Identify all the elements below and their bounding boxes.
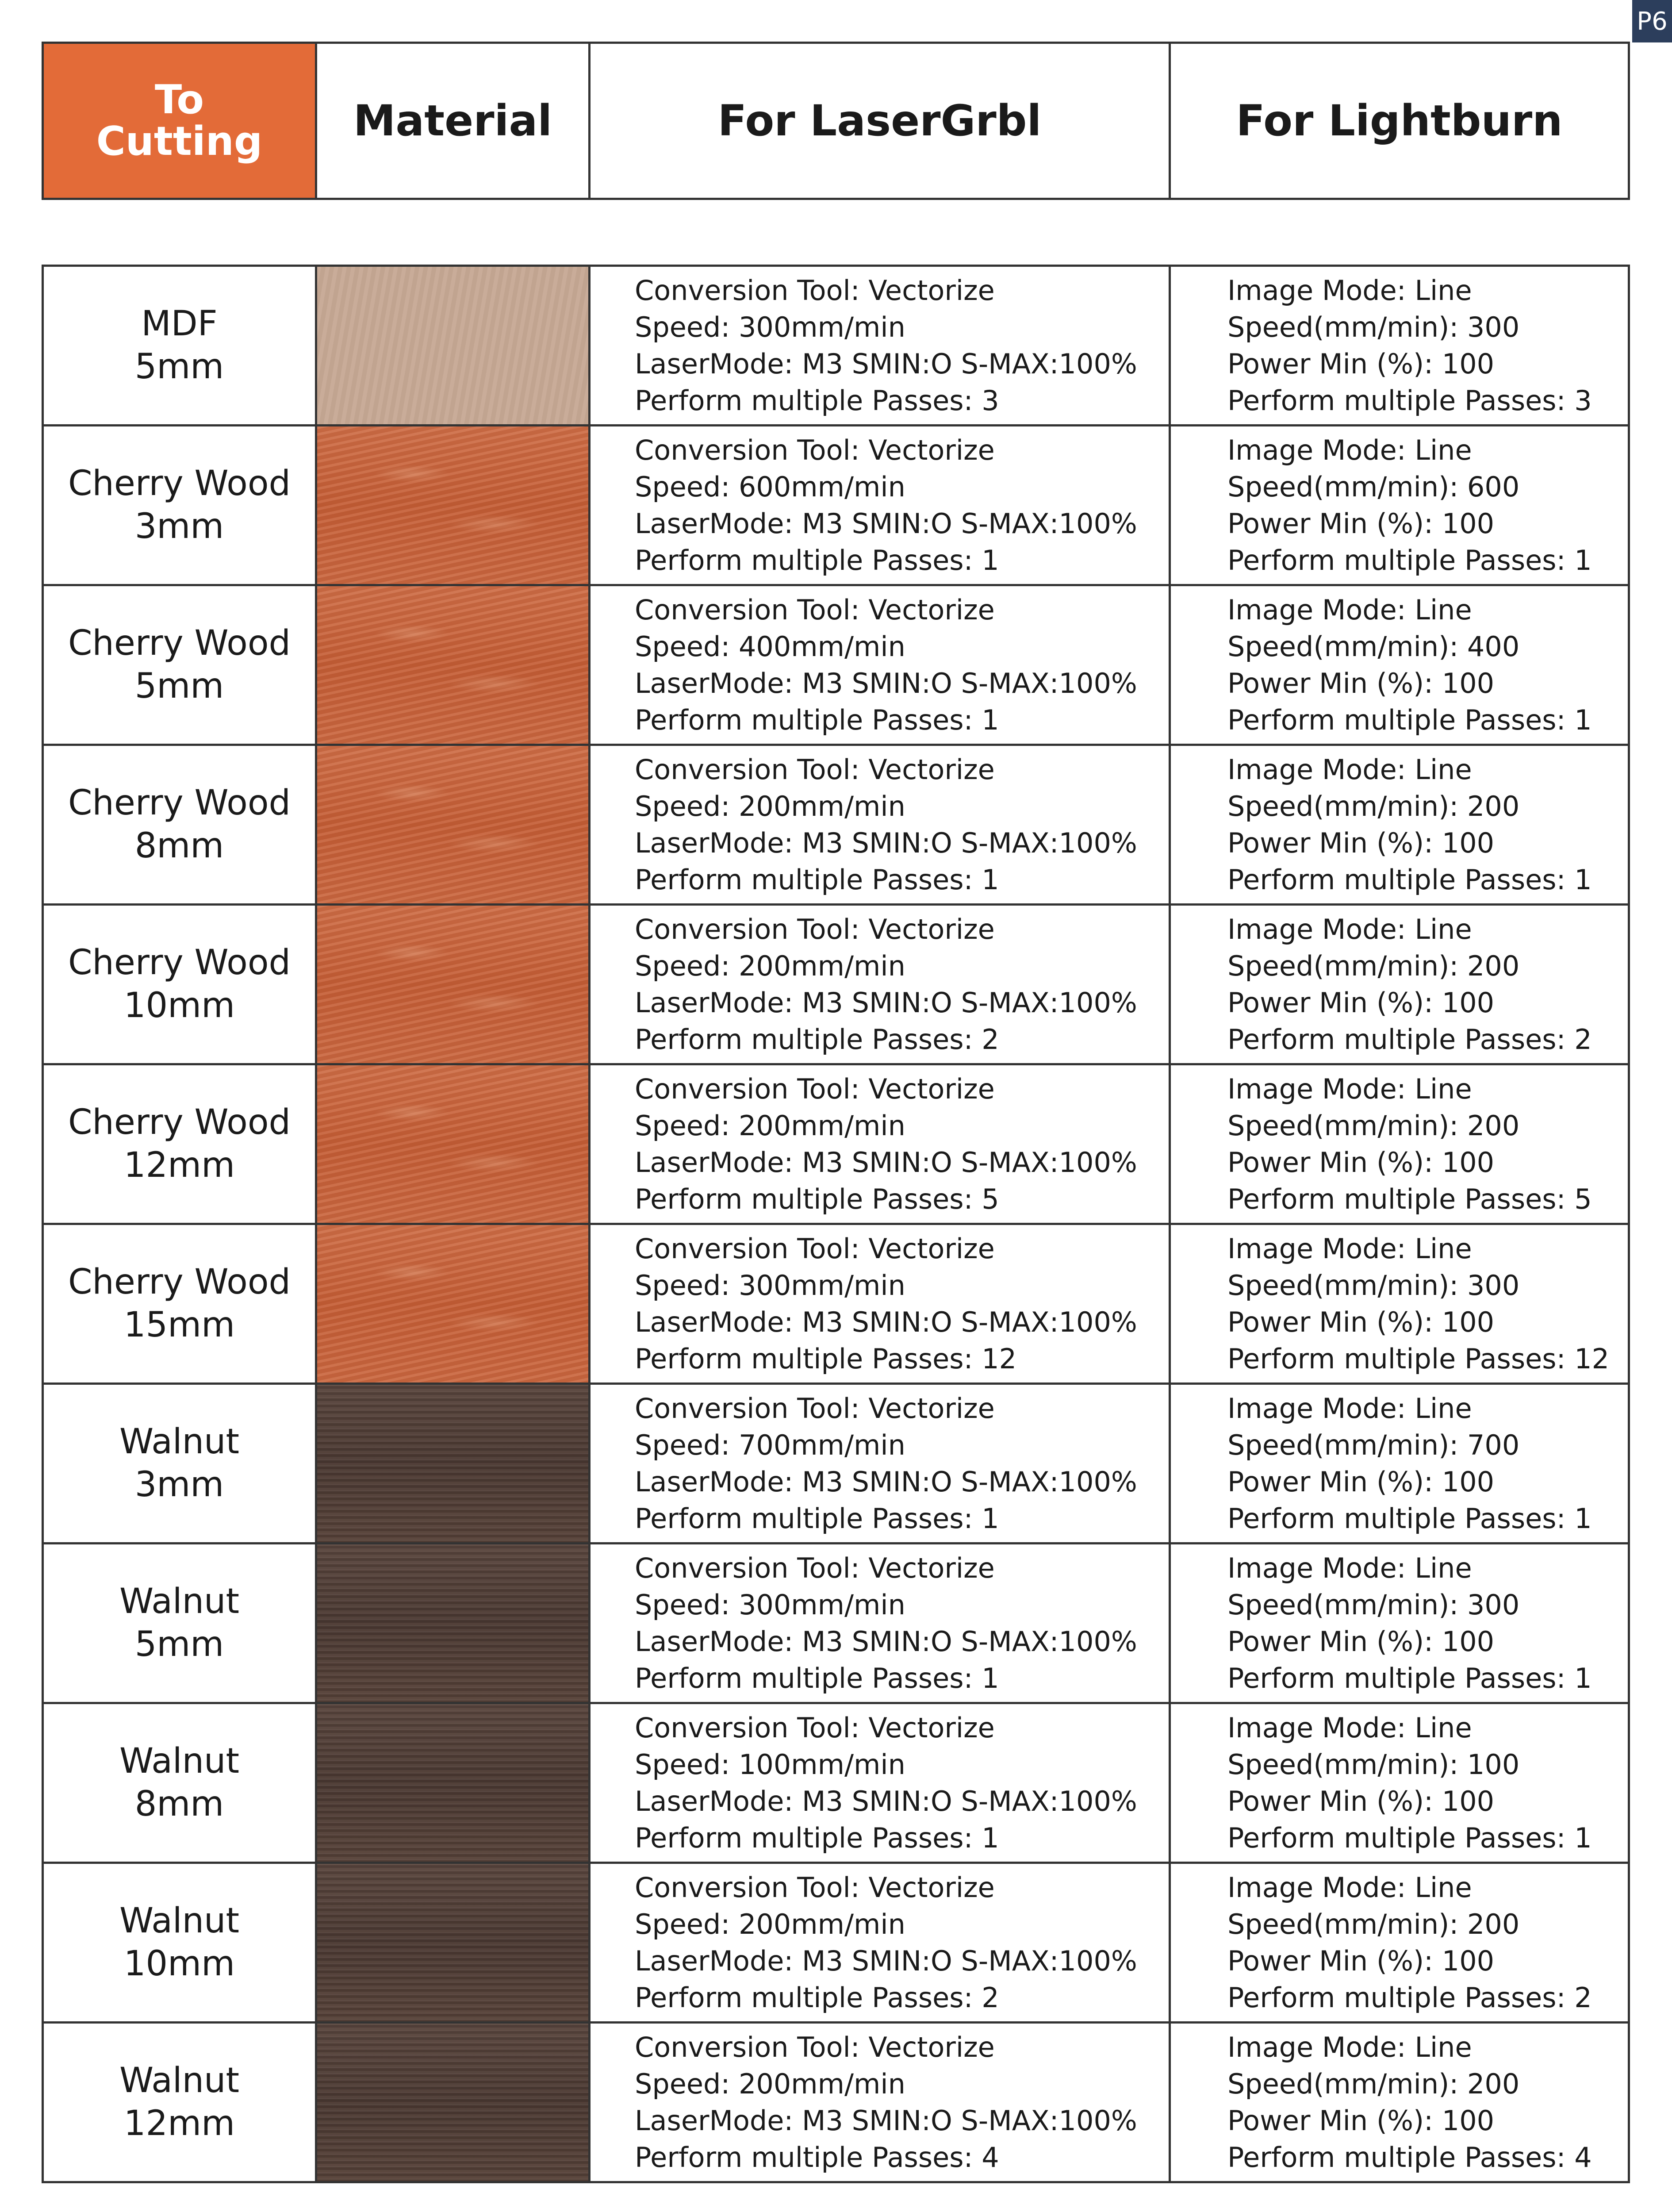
material-swatch-cell [316, 1544, 590, 1703]
header-to-cutting-line-2: Cutting [96, 118, 263, 165]
cutting-settings-table [42, 265, 1630, 2183]
lasergrbl-setting-line: Conversion Tool: Vectorize [635, 1233, 995, 1265]
material-name-cell [43, 1863, 316, 2023]
lasergrbl-settings-cell [590, 266, 1170, 426]
lasergrbl-settings-cell [590, 1064, 1170, 1224]
lasergrbl-setting-line: Conversion Tool: Vectorize [635, 274, 995, 307]
material-name-cell [43, 585, 316, 745]
lightburn-setting-line: Perform multiple Passes: 1 [1227, 704, 1592, 736]
lightburn-settings-cell [1170, 585, 1629, 745]
lasergrbl-setting-line: Perform multiple Passes: 2 [635, 1023, 999, 1056]
material-name-cell [43, 266, 316, 426]
lasergrbl-setting-line: LaserMode: M3 SMIN:O S-MAX:100% [635, 827, 1137, 859]
material-name-cell [43, 1544, 316, 1703]
material-thickness: 12mm [123, 2104, 235, 2143]
lasergrbl-settings-cell [590, 905, 1170, 1064]
lightburn-setting-line: Power Min (%): 100 [1227, 2104, 1495, 2137]
material-thickness: 8mm [134, 1784, 224, 1824]
lasergrbl-setting-line: LaserMode: M3 SMIN:O S-MAX:100% [635, 507, 1137, 540]
material-name: Walnut [119, 1421, 240, 1462]
lightburn-setting-line: Perform multiple Passes: 5 [1227, 1183, 1592, 1215]
lasergrbl-setting-line: Speed: 200mm/min [635, 790, 905, 822]
lightburn-setting-line: Image Mode: Line [1227, 1712, 1472, 1744]
lightburn-setting-line: Speed(mm/min): 200 [1227, 1908, 1520, 1940]
lightburn-setting-line: Power Min (%): 100 [1227, 348, 1495, 380]
material-thickness: 5mm [134, 666, 224, 706]
material-swatch-cell [316, 1703, 590, 1863]
table-row [43, 1863, 1629, 2023]
material-name: Cherry Wood [68, 623, 291, 663]
material-swatch-cell [316, 1224, 590, 1384]
lightburn-setting-line: Speed(mm/min): 300 [1227, 311, 1520, 343]
material-thickness: 5mm [134, 1624, 224, 1664]
material-swatch-cell [316, 266, 590, 426]
lasergrbl-setting-line: Conversion Tool: Vectorize [635, 1712, 995, 1744]
lightburn-setting-line: Speed(mm/min): 200 [1227, 950, 1520, 982]
lightburn-setting-line: Power Min (%): 100 [1227, 1785, 1495, 1817]
lasergrbl-setting-line: Conversion Tool: Vectorize [635, 1392, 995, 1425]
lightburn-setting-line: Perform multiple Passes: 1 [1227, 1502, 1592, 1535]
material-name: Cherry Wood [68, 783, 291, 823]
material-swatch-image [317, 746, 588, 903]
lightburn-settings-cell [1170, 1703, 1629, 1863]
lasergrbl-setting-line: Perform multiple Passes: 1 [635, 864, 999, 896]
material-thickness: 15mm [123, 1305, 235, 1345]
lightburn-setting-line: Speed(mm/min): 200 [1227, 2068, 1520, 2100]
lightburn-settings-cell [1170, 1384, 1629, 1544]
lasergrbl-setting-line: Speed: 600mm/min [635, 471, 905, 503]
material-swatch-image [317, 1864, 588, 2021]
lasergrbl-settings-cell [590, 426, 1170, 585]
lasergrbl-setting-line: Conversion Tool: Vectorize [635, 1871, 995, 1904]
lightburn-setting-line: Power Min (%): 100 [1227, 1306, 1495, 1338]
lightburn-setting-line: Power Min (%): 100 [1227, 827, 1495, 859]
material-name-cell [43, 2023, 316, 2182]
material-swatch-image [317, 1225, 588, 1382]
lightburn-setting-line: Power Min (%): 100 [1227, 1625, 1495, 1658]
material-name-cell [43, 426, 316, 585]
lightburn-setting-line: Image Mode: Line [1227, 274, 1472, 307]
lasergrbl-setting-line: LaserMode: M3 SMIN:O S-MAX:100% [635, 1785, 1137, 1817]
header-for-lasergrbl: For LaserGrbl [590, 43, 1170, 199]
header-material: Material [316, 43, 590, 199]
lightburn-setting-line: Power Min (%): 100 [1227, 987, 1495, 1019]
material-swatch-image [317, 586, 588, 744]
material-name: Walnut [119, 1581, 240, 1621]
material-name: Cherry Wood [68, 1262, 291, 1302]
material-name: Cherry Wood [68, 463, 291, 503]
material-name: Cherry Wood [68, 942, 291, 983]
material-name: MDF [141, 303, 218, 344]
lasergrbl-setting-line: Speed: 200mm/min [635, 1110, 905, 1142]
material-swatch-image [317, 1065, 588, 1223]
lasergrbl-setting-line: Perform multiple Passes: 1 [635, 704, 999, 736]
lasergrbl-settings-cell [590, 1544, 1170, 1703]
lightburn-setting-line: Power Min (%): 100 [1227, 1945, 1495, 1977]
header-for-lightburn: For Lightburn [1170, 43, 1629, 199]
lasergrbl-setting-line: Speed: 200mm/min [635, 1908, 905, 1940]
header-to-cutting [43, 43, 316, 199]
material-thickness: 10mm [123, 1944, 235, 1984]
lightburn-setting-line: Image Mode: Line [1227, 434, 1472, 466]
material-name: Cherry Wood [68, 1102, 291, 1142]
lasergrbl-setting-line: Conversion Tool: Vectorize [635, 753, 995, 786]
lasergrbl-setting-line: LaserMode: M3 SMIN:O S-MAX:100% [635, 1945, 1137, 1977]
lasergrbl-setting-line: Perform multiple Passes: 5 [635, 1183, 999, 1215]
lightburn-setting-line: Perform multiple Passes: 1 [1227, 1822, 1592, 1854]
lasergrbl-settings-cell [590, 2023, 1170, 2182]
lasergrbl-setting-line: LaserMode: M3 SMIN:O S-MAX:100% [635, 1625, 1137, 1658]
lightburn-setting-line: Power Min (%): 100 [1227, 1466, 1495, 1498]
lasergrbl-setting-line: Conversion Tool: Vectorize [635, 434, 995, 466]
material-thickness: 3mm [134, 507, 224, 546]
cutting-settings-rows [43, 266, 1629, 2182]
material-thickness: 10mm [123, 986, 235, 1025]
lasergrbl-setting-line: Perform multiple Passes: 1 [635, 1662, 999, 1694]
lightburn-setting-line: Perform multiple Passes: 4 [1227, 2141, 1592, 2174]
lightburn-setting-line: Image Mode: Line [1227, 913, 1472, 945]
lightburn-setting-line: Speed(mm/min): 600 [1227, 471, 1520, 503]
material-swatch-cell [316, 426, 590, 585]
table-row [43, 1064, 1629, 1224]
lightburn-setting-line: Image Mode: Line [1227, 1233, 1472, 1265]
material-thickness: 8mm [134, 826, 224, 866]
material-swatch-image [317, 1385, 588, 1542]
table-row [43, 905, 1629, 1064]
lightburn-settings-cell [1170, 1224, 1629, 1384]
lasergrbl-setting-line: Speed: 100mm/min [635, 1748, 905, 1781]
lasergrbl-setting-line: LaserMode: M3 SMIN:O S-MAX:100% [635, 1306, 1137, 1338]
table-row [43, 1544, 1629, 1703]
lasergrbl-settings-cell [590, 1384, 1170, 1544]
table-row [43, 426, 1629, 585]
lasergrbl-setting-line: Conversion Tool: Vectorize [635, 2031, 995, 2063]
material-name: Walnut [119, 1901, 240, 1941]
settings-header-table [42, 42, 1630, 200]
lightburn-setting-line: Image Mode: Line [1227, 594, 1472, 626]
lightburn-setting-line: Speed(mm/min): 200 [1227, 1110, 1520, 1142]
lightburn-setting-line: Speed(mm/min): 300 [1227, 1589, 1520, 1621]
page-number-badge: P6 [1632, 0, 1672, 42]
lightburn-setting-line: Image Mode: Line [1227, 1871, 1472, 1904]
lasergrbl-setting-line: Conversion Tool: Vectorize [635, 913, 995, 945]
lightburn-settings-cell [1170, 426, 1629, 585]
lightburn-setting-line: Perform multiple Passes: 1 [1227, 1662, 1592, 1694]
lasergrbl-setting-line: Perform multiple Passes: 1 [635, 1822, 999, 1854]
lasergrbl-setting-line: LaserMode: M3 SMIN:O S-MAX:100% [635, 1146, 1137, 1179]
lightburn-setting-line: Image Mode: Line [1227, 2031, 1472, 2063]
lightburn-setting-line: Power Min (%): 100 [1227, 1146, 1495, 1179]
lasergrbl-settings-cell [590, 1863, 1170, 2023]
material-swatch-cell [316, 1384, 590, 1544]
lightburn-settings-cell [1170, 745, 1629, 905]
lightburn-setting-line: Image Mode: Line [1227, 1073, 1472, 1105]
lasergrbl-setting-line: Perform multiple Passes: 4 [635, 2141, 999, 2174]
material-name: Walnut [119, 2060, 240, 2101]
lasergrbl-settings-cell [590, 1224, 1170, 1384]
table-row [43, 1224, 1629, 1384]
lasergrbl-settings-cell [590, 585, 1170, 745]
lasergrbl-setting-line: Speed: 300mm/min [635, 1269, 905, 1302]
lasergrbl-setting-line: Speed: 300mm/min [635, 311, 905, 343]
lightburn-setting-line: Image Mode: Line [1227, 753, 1472, 786]
material-swatch-cell [316, 745, 590, 905]
lasergrbl-setting-line: LaserMode: M3 SMIN:O S-MAX:100% [635, 348, 1137, 380]
material-swatch-image [317, 267, 588, 424]
table-row [43, 1384, 1629, 1544]
material-name-cell [43, 905, 316, 1064]
table-row [43, 585, 1629, 745]
material-swatch-cell [316, 1064, 590, 1224]
material-swatch-image [317, 426, 588, 584]
material-name-cell [43, 1384, 316, 1544]
lightburn-setting-line: Speed(mm/min): 300 [1227, 1269, 1520, 1302]
lasergrbl-setting-line: Conversion Tool: Vectorize [635, 1552, 995, 1584]
lightburn-settings-cell [1170, 1064, 1629, 1224]
lightburn-setting-line: Perform multiple Passes: 12 [1227, 1343, 1610, 1375]
lightburn-settings-cell [1170, 1544, 1629, 1703]
lightburn-setting-line: Perform multiple Passes: 1 [1227, 544, 1592, 576]
material-swatch-cell [316, 905, 590, 1064]
table-row [43, 2023, 1629, 2182]
material-name-cell [43, 1224, 316, 1384]
lightburn-settings-cell [1170, 266, 1629, 426]
material-swatch-image [317, 906, 588, 1063]
header-to-cutting-line-1: To [154, 76, 204, 123]
material-thickness: 12mm [123, 1145, 235, 1185]
lasergrbl-setting-line: Speed: 400mm/min [635, 630, 905, 663]
table-row [43, 745, 1629, 905]
lightburn-setting-line: Speed(mm/min): 200 [1227, 790, 1520, 822]
lasergrbl-setting-line: Speed: 200mm/min [635, 950, 905, 982]
lightburn-setting-line: Speed(mm/min): 400 [1227, 630, 1520, 663]
lightburn-setting-line: Speed(mm/min): 100 [1227, 1748, 1520, 1781]
lasergrbl-setting-line: Conversion Tool: Vectorize [635, 1073, 995, 1105]
lightburn-settings-cell [1170, 905, 1629, 1064]
material-swatch-cell [316, 585, 590, 745]
lasergrbl-setting-line: Perform multiple Passes: 1 [635, 1502, 999, 1535]
lasergrbl-setting-line: Speed: 200mm/min [635, 2068, 905, 2100]
lasergrbl-setting-line: LaserMode: M3 SMIN:O S-MAX:100% [635, 667, 1137, 699]
material-swatch-image [317, 1704, 588, 1862]
lightburn-settings-cell [1170, 2023, 1629, 2182]
lasergrbl-settings-cell [590, 1703, 1170, 1863]
lightburn-setting-line: Perform multiple Passes: 2 [1227, 1023, 1592, 1056]
material-name-cell [43, 1703, 316, 1863]
lasergrbl-settings-cell [590, 745, 1170, 905]
material-thickness: 3mm [134, 1465, 224, 1505]
lasergrbl-setting-line: Perform multiple Passes: 3 [635, 384, 999, 417]
lasergrbl-setting-line: LaserMode: M3 SMIN:O S-MAX:100% [635, 2104, 1137, 2137]
lasergrbl-setting-line: Conversion Tool: Vectorize [635, 594, 995, 626]
lightburn-setting-line: Image Mode: Line [1227, 1552, 1472, 1584]
material-name-cell [43, 1064, 316, 1224]
lasergrbl-setting-line: LaserMode: M3 SMIN:O S-MAX:100% [635, 987, 1137, 1019]
lightburn-setting-line: Power Min (%): 100 [1227, 667, 1495, 699]
header-row [43, 43, 1629, 199]
lasergrbl-setting-line: LaserMode: M3 SMIN:O S-MAX:100% [635, 1466, 1137, 1498]
lightburn-setting-line: Speed(mm/min): 700 [1227, 1429, 1520, 1461]
lasergrbl-setting-line: Perform multiple Passes: 1 [635, 544, 999, 576]
lightburn-settings-cell [1170, 1863, 1629, 2023]
lasergrbl-setting-line: Perform multiple Passes: 12 [635, 1343, 1017, 1375]
table-row [43, 1703, 1629, 1863]
material-name: Walnut [119, 1741, 240, 1781]
lasergrbl-setting-line: Speed: 700mm/min [635, 1429, 905, 1461]
material-swatch-cell [316, 1863, 590, 2023]
lightburn-setting-line: Perform multiple Passes: 1 [1227, 864, 1592, 896]
lightburn-setting-line: Perform multiple Passes: 2 [1227, 1982, 1592, 2014]
lightburn-setting-line: Perform multiple Passes: 3 [1227, 384, 1592, 417]
lightburn-setting-line: Image Mode: Line [1227, 1392, 1472, 1425]
lasergrbl-setting-line: Perform multiple Passes: 2 [635, 1982, 999, 2014]
table-row [43, 266, 1629, 426]
material-swatch-image [317, 1544, 588, 1702]
material-swatch-cell [316, 2023, 590, 2182]
material-thickness: 5mm [134, 347, 224, 387]
material-name-cell [43, 745, 316, 905]
lasergrbl-setting-line: Speed: 300mm/min [635, 1589, 905, 1621]
lightburn-setting-line: Power Min (%): 100 [1227, 507, 1495, 540]
material-swatch-image [317, 2024, 588, 2181]
